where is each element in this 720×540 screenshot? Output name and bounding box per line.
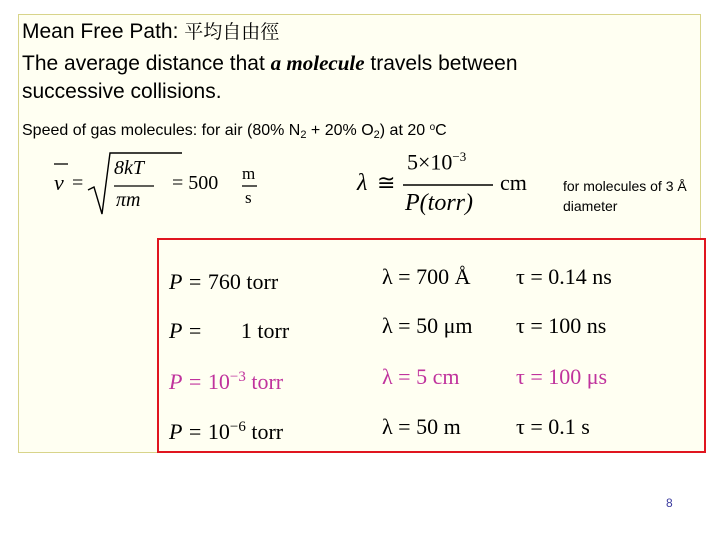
molecule-note: for molecules of 3 Å diameter: [563, 178, 687, 214]
results-box: [157, 238, 706, 453]
page-number: 8: [666, 496, 673, 510]
result-row: [159, 257, 704, 297]
pressure-cell: [169, 306, 289, 351]
speed-text-4: C: [435, 122, 447, 139]
pressure-label: P =: [169, 369, 208, 394]
speed-text-1: Speed of gas molecules: for air (80% N: [22, 122, 301, 139]
mfp-numerator-exponent: −3: [452, 149, 467, 164]
pressure-value: 10: [207, 369, 230, 394]
result-row: [159, 407, 704, 447]
mfp-numerator-base: 5×10: [407, 149, 453, 175]
result-row: [159, 357, 704, 397]
collision-time-cell: τ = 100 μs: [516, 364, 608, 389]
mfp-approx-sign: ≅: [377, 170, 396, 195]
pressure-label: P =: [169, 419, 208, 444]
collision-time-cell: τ = 0.14 ns: [516, 264, 612, 289]
speed-sub-o2: 2: [373, 129, 380, 141]
mean-free-path-cell: λ = 50 μm: [382, 313, 473, 338]
speed-sub-n2: 2: [300, 129, 307, 141]
pressure-label: P =: [169, 269, 208, 294]
speed-unit-denominator: s: [245, 188, 252, 207]
mean-free-path-cell: λ = 700 Å: [382, 264, 471, 289]
collision-time-cell: τ = 100 ns: [516, 313, 607, 338]
pressure-exponent: −3: [229, 369, 246, 385]
pressure-cell: [169, 257, 278, 302]
title-line-1: [22, 18, 279, 46]
pressure-unit: torr: [245, 369, 284, 394]
result-row: [159, 306, 704, 346]
speed-radical-denominator: πm: [116, 189, 141, 211]
speed-description: [22, 117, 447, 146]
pressure-label: P =: [169, 318, 208, 343]
speed-degree: o: [429, 122, 436, 133]
mfp-denominator: P(torr): [405, 190, 473, 216]
speed-text-2: + 20% O: [306, 122, 374, 139]
pressure-value: 10: [207, 419, 230, 444]
speed-radical-numerator: 8kT: [114, 157, 144, 179]
definition-emphasis: a molecule: [270, 51, 365, 75]
pressure-cell: [169, 357, 283, 402]
title-prefix: Mean Free Path:: [22, 20, 185, 43]
speed-formula: [50, 148, 260, 223]
pressure-value: 760: [207, 269, 241, 294]
pressure-value: 1: [207, 318, 252, 343]
title-line-2: [22, 49, 518, 78]
speed-lhs: v: [54, 170, 64, 195]
definition-end: travels between: [364, 52, 518, 75]
pressure-unit: torr: [240, 269, 279, 294]
speed-value: = 500: [172, 172, 219, 194]
collision-time-cell: τ = 0.1 s: [516, 414, 590, 439]
mean-free-path-formula: [355, 146, 555, 226]
mean-free-path-cell: λ = 5 cm: [382, 364, 460, 389]
mfp-numerator: [407, 149, 466, 175]
speed-text-3: ) at 20: [379, 122, 430, 139]
title-chinese: 平均自由徑: [184, 21, 280, 43]
pressure-unit: torr: [245, 419, 284, 444]
pressure-unit: torr: [251, 318, 290, 343]
mean-free-path-cell: λ = 50 m: [382, 414, 461, 439]
mfp-lhs: λ: [357, 170, 368, 196]
speed-equals-sign: =: [72, 172, 84, 194]
pressure-cell: [169, 407, 283, 452]
mfp-unit: cm: [500, 170, 527, 195]
pressure-exponent: −6: [229, 419, 246, 435]
title-line-3: successive collisions.: [22, 80, 222, 103]
speed-unit-numerator: m: [242, 164, 256, 183]
definition-start: The average distance that: [22, 52, 271, 75]
